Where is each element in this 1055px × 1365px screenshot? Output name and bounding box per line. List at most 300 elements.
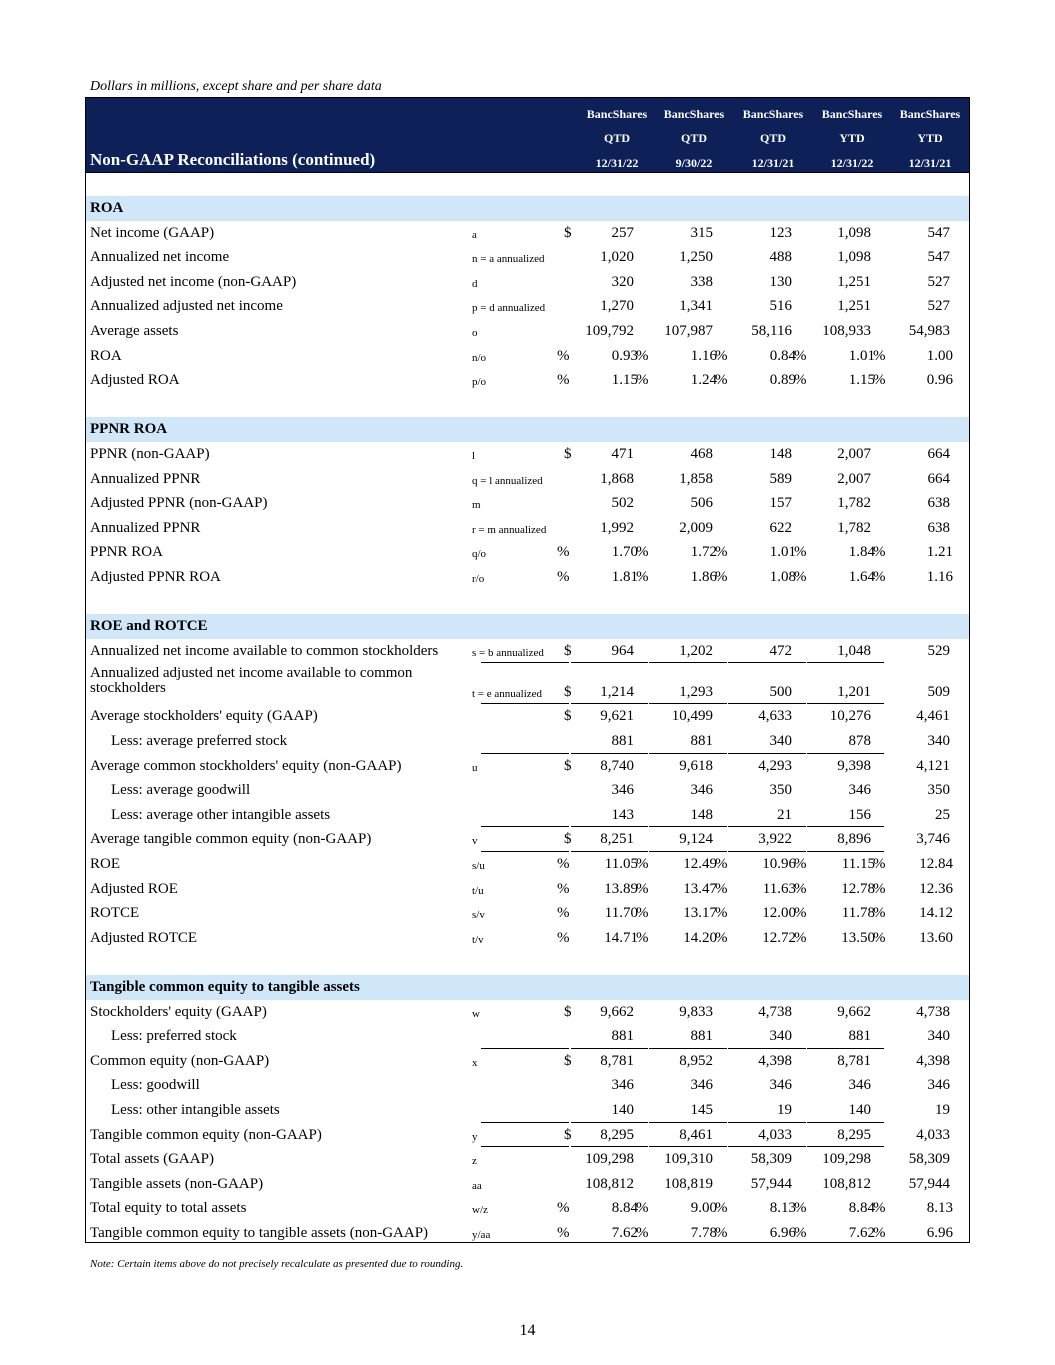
cell-value: 2,009 (679, 519, 713, 536)
row-formula-ref: o (472, 327, 478, 339)
row-label: Tangible assets (non-GAAP) (90, 1175, 264, 1192)
cell-value: 9,124 (679, 831, 713, 848)
cell-value: 3,922 (758, 831, 792, 848)
cell-value: 2,007 (837, 470, 871, 487)
cell-value: 589 (769, 470, 792, 487)
table-row (86, 729, 969, 754)
row-label: ROE (90, 856, 120, 872)
table-row (86, 852, 969, 877)
row-formula-ref: n/o (472, 351, 487, 364)
cell-value: 1,341 (679, 298, 713, 315)
table-row (86, 1049, 969, 1074)
cell-value: 4,398 (916, 1052, 950, 1069)
col-header: BancShares (821, 107, 883, 121)
cell-value: 664 (927, 470, 950, 487)
cell-value: 13.47 (683, 880, 717, 897)
cell-value: 58,309 (750, 1151, 792, 1168)
cell-value: 1.84 (848, 544, 875, 561)
table-row (86, 294, 969, 319)
row-label: Less: average preferred stock (111, 733, 288, 749)
cell-value: 1.72 (690, 544, 717, 561)
cell-value: 12.84 (919, 856, 953, 872)
cell-value: 9,833 (679, 1003, 713, 1020)
table-row (86, 565, 969, 590)
cell-value: 3,746 (916, 831, 950, 848)
cell-value: 12.49 (683, 856, 717, 872)
section-header (86, 614, 969, 639)
row-formula-ref: l (472, 450, 476, 462)
cell-value: 13.89 (604, 880, 638, 897)
cell-value: 7.78 (690, 1225, 717, 1241)
dollar-sign: $ (564, 446, 572, 462)
percent-sign: % (715, 880, 728, 897)
cell-value: 6.96 (769, 1225, 796, 1241)
percent-sign: % (636, 372, 649, 389)
percent-sign: % (557, 544, 570, 561)
cell-value: 8,295 (600, 1126, 634, 1143)
cell-value: 527 (927, 298, 950, 315)
cell-value: 140 (848, 1102, 871, 1118)
percent-sign: % (636, 880, 649, 897)
cell-value: 8,781 (600, 1052, 634, 1069)
dollar-sign: $ (564, 1126, 572, 1143)
table-row (86, 1073, 969, 1098)
row-label: Adjusted ROTCE (90, 929, 198, 946)
rounding-note: Note: Certain items above do not precisely recalculate as presented due to rounding. (90, 1258, 464, 1270)
row-label: Adjusted PPNR ROA (90, 569, 221, 585)
cell-value: 506 (690, 495, 713, 512)
cell-value: 1,992 (600, 519, 634, 536)
table-row (86, 467, 969, 492)
cell-value: 472 (769, 642, 792, 659)
row-label: Average assets (90, 323, 179, 339)
cell-value: 340 (769, 733, 792, 749)
cell-value: 1,293 (679, 684, 713, 701)
row-formula-ref: q = l annualized (472, 474, 543, 487)
col-header: BancShares (899, 107, 961, 121)
cell-value: 638 (927, 519, 950, 536)
cell-value: 25 (935, 806, 950, 823)
percent-sign: % (715, 347, 728, 364)
cell-value: 1.70 (611, 544, 638, 561)
cell-value: 12.00 (762, 905, 796, 922)
row-label: ROTCE (90, 905, 140, 922)
table-header (86, 98, 969, 173)
section-header (86, 417, 969, 442)
cell-value: 346 (690, 782, 713, 799)
cell-value: 57,944 (750, 1175, 792, 1192)
cell-value: 1.21 (926, 544, 953, 561)
cell-value: 54,983 (908, 323, 950, 339)
percent-sign: % (715, 544, 728, 561)
percent-sign: % (794, 905, 807, 922)
cell-value: 11.63 (762, 880, 796, 897)
table-row (86, 877, 969, 902)
col-header: QTD (680, 131, 707, 145)
row-label: Less: preferred stock (111, 1028, 237, 1045)
cell-value: 8.84 (848, 1200, 875, 1217)
cell-value: 346 (611, 782, 634, 799)
table-row (86, 1123, 969, 1148)
cell-value: 346 (848, 1077, 871, 1094)
cell-value: 488 (769, 249, 792, 266)
row-label: Adjusted ROA (90, 372, 180, 389)
col-header: BancShares (586, 107, 648, 121)
cell-value: 881 (690, 1028, 713, 1045)
col-header: BancShares (742, 107, 804, 121)
table-row (86, 1000, 969, 1025)
row-label: PPNR (non-GAAP) (90, 446, 210, 462)
percent-sign: % (557, 880, 570, 897)
percent-sign: % (557, 569, 570, 585)
row-label: Total equity to total assets (90, 1200, 247, 1217)
cell-value: 143 (611, 806, 634, 823)
percent-sign: % (873, 347, 886, 364)
row-formula-ref: r/o (472, 573, 485, 585)
percent-sign: % (715, 1225, 728, 1241)
cell-value: 108,812 (822, 1175, 871, 1192)
row-label: Less: average other intangible assets (111, 806, 331, 823)
row-label: Annualized net income (90, 249, 230, 266)
cell-value: 0.84 (769, 347, 796, 364)
cell-value: 638 (927, 495, 950, 512)
percent-sign: % (715, 569, 728, 585)
cell-value: 340 (927, 1028, 950, 1045)
col-header: 12/31/21 (908, 156, 952, 170)
cell-value: 346 (927, 1077, 950, 1094)
row-formula-ref: q/o (472, 548, 487, 561)
cell-value: 878 (848, 733, 871, 749)
cell-value: 1,098 (837, 249, 871, 266)
cell-value: 58,309 (908, 1151, 950, 1168)
row-label: Annualized net income available to common stockholders (90, 642, 439, 659)
cell-value: 19 (777, 1102, 792, 1118)
page-number: 14 (519, 1322, 536, 1339)
cell-value: 1.81 (611, 569, 638, 585)
cell-value: 320 (611, 273, 634, 290)
dollar-sign: $ (564, 1003, 572, 1020)
table-row (86, 245, 969, 270)
table-row (86, 1024, 969, 1049)
cell-value: 4,398 (758, 1052, 792, 1069)
table-row (86, 663, 969, 704)
percent-sign: % (557, 1225, 570, 1241)
table-row (86, 344, 969, 369)
col-header: 12/31/22 (830, 156, 874, 170)
cell-value: 1,782 (837, 495, 871, 512)
cell-value: 346 (769, 1077, 792, 1094)
cell-value: 1.01 (769, 544, 796, 561)
cell-value: 1,202 (679, 642, 713, 659)
row-label: ROA (90, 347, 122, 364)
row-formula-ref: y (472, 1130, 478, 1143)
percent-sign: % (873, 372, 886, 389)
percent-sign: % (873, 880, 886, 897)
cell-value: 502 (611, 495, 634, 512)
col-header: QTD (603, 131, 630, 145)
percent-sign: % (557, 929, 570, 946)
cell-value: 0.93 (611, 347, 638, 364)
cell-value: 8,295 (837, 1126, 871, 1143)
percent-sign: % (715, 372, 728, 389)
row-label: Total assets (GAAP) (90, 1151, 214, 1168)
percent-sign: % (873, 1225, 886, 1241)
percent-sign: % (794, 880, 807, 897)
row-formula-ref: a (472, 228, 477, 241)
table-caption: Dollars in millions, except share and per share data (90, 79, 382, 94)
cell-value: 1,270 (600, 298, 634, 315)
cell-value: 1,868 (600, 470, 634, 487)
cell-value: 13.17 (683, 905, 717, 922)
table-row (86, 803, 969, 828)
cell-value: 509 (927, 684, 950, 701)
cell-value: 1,201 (837, 684, 871, 701)
cell-value: 4,121 (916, 757, 950, 774)
dollar-sign: $ (564, 642, 572, 659)
percent-sign: % (636, 347, 649, 364)
cell-value: 1,858 (679, 470, 713, 487)
row-formula-ref: p = d annualized (472, 302, 546, 315)
cell-value: 1.01 (848, 347, 875, 364)
percent-sign: % (873, 856, 886, 872)
row-label: Less: goodwill (111, 1077, 200, 1094)
table-row (86, 1098, 969, 1123)
cell-value: 4,461 (916, 708, 950, 725)
percent-sign: % (557, 856, 570, 872)
dollar-sign: $ (564, 1052, 572, 1069)
cell-value: 6.96 (926, 1225, 953, 1241)
dollar-sign: $ (564, 224, 572, 241)
cell-value: 140 (611, 1102, 634, 1118)
cell-value: 881 (611, 1028, 634, 1045)
cell-value: 58,116 (751, 323, 792, 339)
row-formula-ref: d (472, 277, 478, 290)
cell-value: 1.15 (611, 372, 638, 389)
percent-sign: % (794, 1200, 807, 1217)
dollar-sign: $ (564, 757, 572, 774)
row-label: Average tangible common equity (non-GAAP) (90, 831, 372, 848)
cell-value: 1.15 (848, 372, 875, 389)
cell-value: 9,398 (837, 757, 871, 774)
cell-value: 148 (690, 806, 713, 823)
cell-value: 9,618 (679, 757, 713, 774)
col-header: YTD (839, 131, 865, 145)
dollar-sign: $ (564, 684, 572, 701)
row-formula-ref: t/u (472, 884, 484, 897)
percent-sign: % (794, 856, 807, 872)
cell-value: 156 (848, 806, 871, 823)
table-row (86, 1221, 969, 1246)
cell-value: 109,298 (585, 1151, 634, 1168)
cell-value: 107,987 (664, 323, 713, 339)
cell-value: 148 (769, 446, 792, 462)
row-formula-ref: s/u (472, 860, 485, 872)
cell-value: 1,048 (837, 642, 871, 659)
percent-sign: % (715, 905, 728, 922)
row-formula-ref: z (472, 1155, 477, 1168)
cell-value: 1,250 (679, 249, 713, 266)
cell-value: 109,792 (585, 323, 634, 339)
cell-value: 346 (690, 1077, 713, 1094)
row-label: Tangible common equity (non-GAAP) (90, 1126, 322, 1143)
cell-value: 529 (927, 642, 950, 659)
dollar-sign: $ (564, 708, 572, 725)
cell-value: 1.08 (769, 569, 796, 585)
table-row (86, 1147, 969, 1172)
cell-value: 1.16 (690, 347, 717, 364)
cell-value: 8,461 (679, 1126, 713, 1143)
cell-value: 19 (935, 1102, 950, 1118)
percent-sign: % (557, 372, 570, 389)
row-formula-ref: x (472, 1056, 478, 1069)
cell-value: 346 (848, 782, 871, 799)
dollar-sign: $ (564, 831, 572, 848)
table-row (86, 754, 969, 779)
cell-value: 4,293 (758, 757, 792, 774)
row-formula-ref: t = e annualized (472, 688, 543, 701)
percent-sign: % (873, 905, 886, 922)
cell-value: 14.71 (604, 929, 638, 946)
table-row (86, 442, 969, 467)
cell-value: 0.96 (926, 372, 953, 389)
cell-value: 4,033 (758, 1126, 792, 1143)
percent-sign: % (873, 544, 886, 561)
cell-value: 547 (927, 249, 950, 266)
percent-sign: % (557, 1200, 570, 1217)
cell-value: 664 (927, 446, 950, 462)
row-formula-ref: v (472, 835, 478, 848)
row-formula-ref: s/v (472, 909, 485, 922)
cell-value: 4,738 (758, 1003, 792, 1020)
cell-value: 516 (769, 298, 792, 315)
cell-value: 4,738 (916, 1003, 950, 1020)
cell-value: 10,276 (829, 708, 871, 725)
cell-value: 12.36 (919, 880, 953, 897)
row-label: Stockholders' equity (GAAP) (90, 1003, 267, 1020)
percent-sign: % (715, 929, 728, 946)
percent-sign: % (873, 1200, 886, 1217)
cell-value: 12.78 (841, 880, 875, 897)
row-formula-ref: w/z (472, 1204, 488, 1217)
cell-value: 1,098 (837, 224, 871, 241)
percent-sign: % (715, 1200, 728, 1217)
section-header (86, 196, 969, 221)
cell-value: 11.70 (604, 905, 638, 922)
table-row (86, 270, 969, 295)
col-header: 12/31/22 (595, 156, 639, 170)
row-formula-ref: w (472, 1007, 480, 1020)
cell-value: 9.00 (690, 1200, 717, 1217)
col-header: BancShares (663, 107, 725, 121)
table-row (86, 491, 969, 516)
cell-value: 123 (769, 224, 792, 241)
table-row (86, 1196, 969, 1221)
table-row (86, 540, 969, 565)
cell-value: 21 (777, 806, 792, 823)
cell-value: 1,251 (837, 273, 871, 290)
cell-value: 338 (690, 273, 713, 290)
table-row (86, 516, 969, 541)
percent-sign: % (557, 347, 570, 364)
table-row (86, 319, 969, 344)
cell-value: 881 (690, 733, 713, 749)
percent-sign: % (794, 544, 807, 561)
row-label: Adjusted net income (non-GAAP) (90, 273, 297, 290)
table-row (86, 221, 969, 246)
cell-value: 10.96 (762, 856, 796, 872)
col-header: 9/30/22 (675, 156, 713, 170)
row-formula-ref: n = a annualized (472, 253, 545, 266)
percent-sign: % (636, 1200, 649, 1217)
row-label: Less: average goodwill (111, 782, 251, 799)
section-title: ROA (90, 200, 124, 216)
cell-value: 13.50 (841, 929, 875, 946)
percent-sign: % (636, 569, 649, 585)
col-header: 12/31/21 (751, 156, 795, 170)
cell-value: 1,251 (837, 298, 871, 315)
row-formula-ref: s = b annualized (472, 646, 544, 659)
cell-value: 9,662 (600, 1003, 634, 1020)
cell-value: 547 (927, 224, 950, 241)
cell-value: 350 (927, 782, 950, 799)
table-row (86, 704, 969, 729)
cell-value: 8,251 (600, 831, 634, 848)
cell-value: 257 (611, 224, 634, 241)
cell-value: 500 (769, 684, 792, 701)
cell-value: 1.64 (848, 569, 875, 585)
percent-sign: % (794, 569, 807, 585)
cell-value: 8,781 (837, 1052, 871, 1069)
reconciliation-table (85, 97, 970, 1243)
cell-value: 622 (769, 519, 792, 536)
percent-sign: % (794, 372, 807, 389)
percent-sign: % (636, 856, 649, 872)
section-title: Tangible common equity to tangible assets (90, 979, 360, 995)
cell-value: 10,499 (671, 708, 713, 725)
cell-value: 881 (611, 733, 634, 749)
row-formula-ref: t/v (472, 933, 484, 946)
cell-value: 340 (927, 733, 950, 749)
row-label: Annualized PPNR (90, 519, 201, 536)
section-header (86, 975, 969, 1000)
percent-sign: % (636, 544, 649, 561)
row-label: Less: other intangible assets (111, 1102, 280, 1118)
cell-value: 8,896 (837, 831, 871, 848)
table-row (86, 827, 969, 852)
cell-value: 11.15 (841, 856, 875, 872)
row-label: Annualized PPNR (90, 470, 201, 487)
cell-value: 315 (690, 224, 713, 241)
percent-sign: % (636, 929, 649, 946)
row-formula-ref: r = m annualized (472, 523, 547, 536)
cell-value: 8,952 (679, 1052, 713, 1069)
cell-value: 1.00 (926, 347, 953, 364)
percent-sign: % (794, 347, 807, 364)
row-formula-ref: p/o (472, 376, 487, 389)
percent-sign: % (873, 929, 886, 946)
cell-value: 1,214 (600, 684, 634, 701)
row-label: Annualized adjusted net income (90, 298, 283, 315)
percent-sign: % (715, 856, 728, 872)
cell-value: 964 (611, 642, 634, 659)
cell-value: 881 (848, 1028, 871, 1045)
row-label: Adjusted ROE (90, 880, 178, 897)
cell-value: 1.24 (690, 372, 717, 389)
row-label: Annualized adjusted net income available to common stockholders (90, 665, 413, 697)
cell-value: 4,033 (916, 1126, 950, 1143)
row-formula-ref: m (472, 499, 481, 512)
row-label: Tangible common equity to tangible assets (non-GAAP) (90, 1225, 429, 1241)
